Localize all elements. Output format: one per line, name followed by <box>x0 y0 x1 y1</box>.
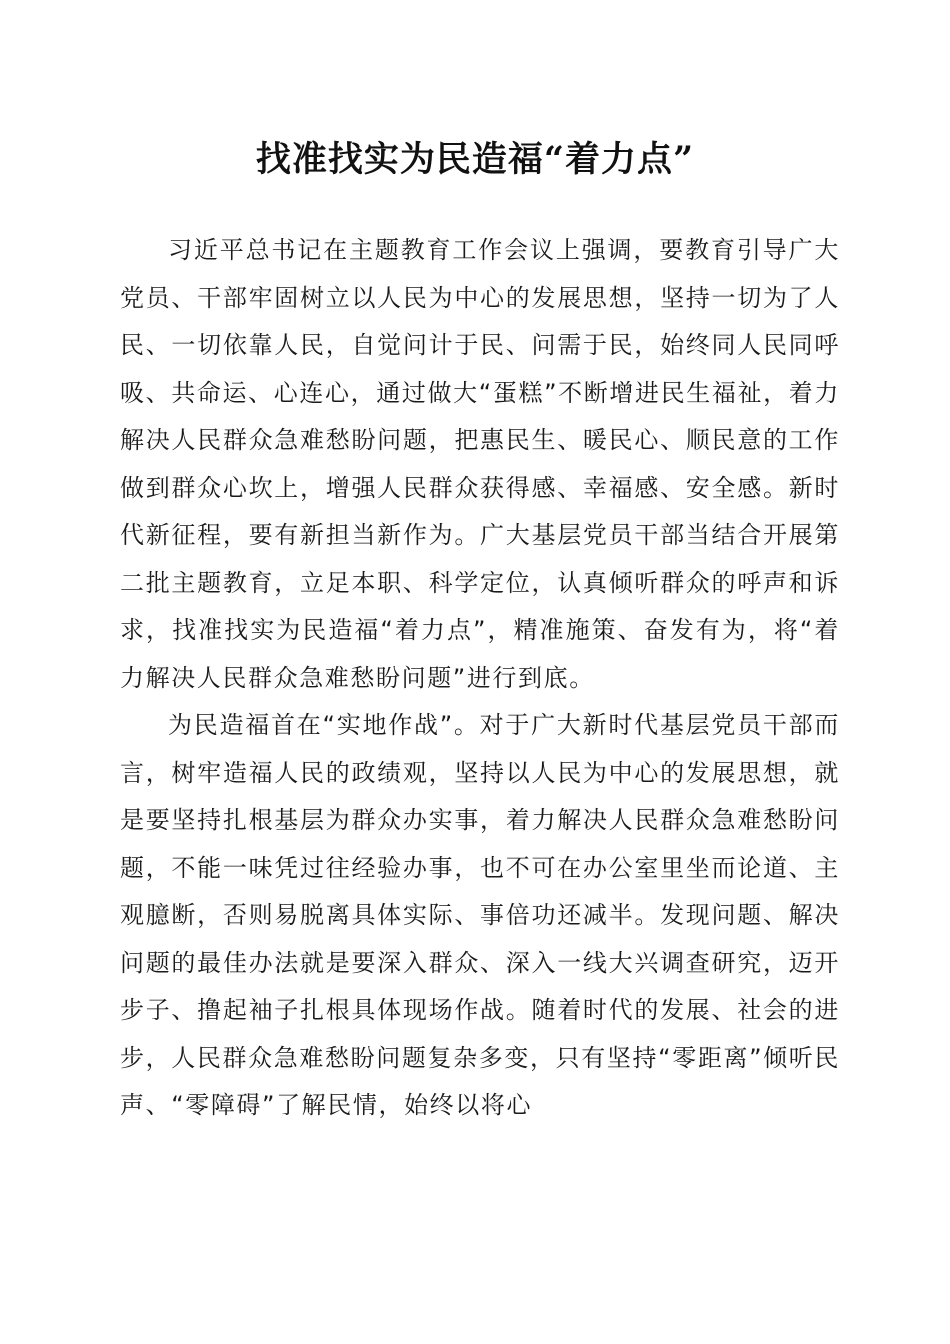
document-title: 找准找实为民造福“着力点” <box>255 139 695 180</box>
paragraph-1: 习近平总书记在主题教育工作会议上强调，要教育引导广大党员、干部牢固树立以人民为中心的发展思想，坚持一切为了人民、一切依靠人民，自觉问计于民、问需于民，始终同人民同呼吸、共命运、心连心，通过做大“蛋糕”不断增进民生福祉，着力解决人民群众急难愁盼问题，把惠民生、暖民心、顺民意的工作做到群众心坎上，增强人民群众获得感、幸福感、安全感。新时代新征程，要有新担当新作为。广大基层党员干部当结合开展第二批主题教育，立足本职、科学定位，认真倾听群众的呼声和诉求，找准找实为民造福“着力点”，精准施策、奋发有为，将“着力解决人民群众急难愁盼问题”进行到底。 <box>120 236 840 692</box>
document-body <box>120 227 840 1130</box>
paragraph-2: 为民造福首在“实地作战”。对于广大新时代基层党员干部而言，树牢造福人民的政绩观，坚持以人民为中心的发展思想，就是要坚持扎根基层为群众办实事，着力解决人民群众急难愁盼问题，不能一味凭过往经验办事，也不可在办公室里坐而论道、主观臆断，否则易脱离具体实际、事倍功还减半。发现问题、解决问题的最佳办法就是要深入群众、深入一线大兴调查研究，迈开步子、撸起袖子扎根具体现场作战。随着时代的发展、社会的进步，人民群众急难愁盼问题复杂多变，只有坚持“零距离”倾听民声、“零障碍”了解民情，始终以将心 <box>120 711 840 1119</box>
